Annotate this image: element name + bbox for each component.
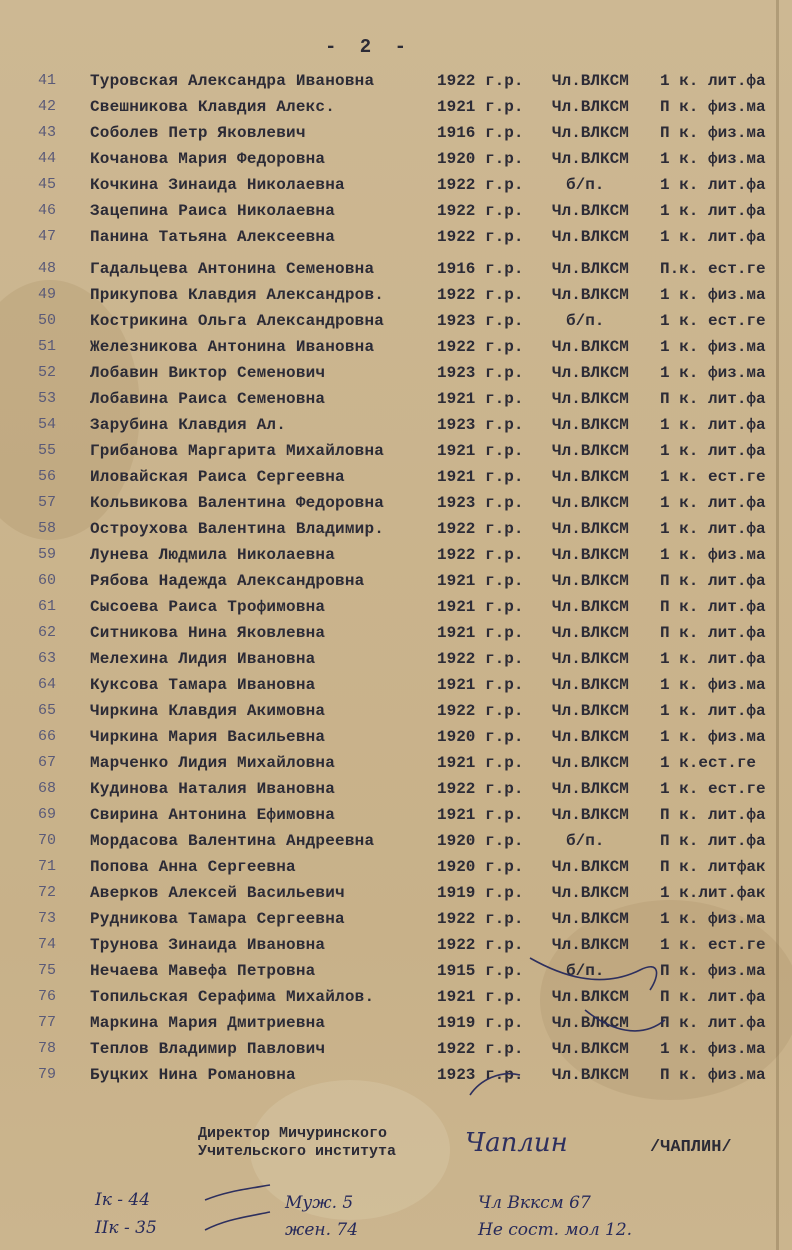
student-name: Чиркина Мария Васильевна <box>90 728 326 746</box>
row-number: 62 <box>38 624 57 641</box>
student-name: Соболев Петр Яковлевич <box>90 124 306 142</box>
student-name: Зацепина Раиса Николаевна <box>90 202 336 220</box>
row-number: 74 <box>38 936 57 953</box>
student-name: Маркина Мария Дмитриевна <box>90 1014 326 1032</box>
course-faculty: 1 к.лит.фак <box>660 884 766 902</box>
page-number: - 2 - <box>325 36 413 58</box>
birth-year: 1915 г.р. <box>437 962 524 980</box>
birth-year: 1922 г.р. <box>437 1040 524 1058</box>
birth-year: 1923 г.р. <box>437 364 524 382</box>
student-name: Нечаева Мавефа Петровна <box>90 962 316 980</box>
party-status: Чл.ВЛКСМ <box>552 858 629 876</box>
row-number: 66 <box>38 728 57 745</box>
row-number: 55 <box>38 442 57 459</box>
row-number: 49 <box>38 286 57 303</box>
student-name: Сысоева Раиса Трофимовна <box>90 598 326 616</box>
note-male: Муж. 5 <box>285 1193 354 1213</box>
birth-year: 1922 г.р. <box>437 176 524 194</box>
row-number: 52 <box>38 364 57 381</box>
row-number: 71 <box>38 858 57 875</box>
party-status: Чл.ВЛКСМ <box>552 598 629 616</box>
party-status: Чл.ВЛКСМ <box>552 728 629 746</box>
party-status: б/п. <box>566 832 605 850</box>
party-status: Чл.ВЛКСМ <box>552 364 629 382</box>
row-number: 73 <box>38 910 57 927</box>
birth-year: 1922 г.р. <box>437 228 524 246</box>
party-status: Чл.ВЛКСМ <box>552 1066 629 1084</box>
birth-year: 1921 г.р. <box>437 572 524 590</box>
row-number: 47 <box>38 228 57 245</box>
party-status: Чл.ВЛКСМ <box>552 260 629 278</box>
course-faculty: 1 к. ест.ге <box>660 312 766 330</box>
birth-year: 1920 г.р. <box>437 858 524 876</box>
row-number: 69 <box>38 806 57 823</box>
row-number: 45 <box>38 176 57 193</box>
signatory-name: /ЧАПЛИН/ <box>650 1138 732 1157</box>
party-status: Чл.ВЛКСМ <box>552 676 629 694</box>
student-name: Гадальцева Антонина Семеновна <box>90 260 375 278</box>
note-course2: IIк - 35 <box>95 1218 157 1238</box>
row-number: 63 <box>38 650 57 667</box>
row-number: 79 <box>38 1066 57 1083</box>
birth-year: 1922 г.р. <box>437 702 524 720</box>
party-status: Чл.ВЛКСМ <box>552 202 629 220</box>
course-faculty: П к. лит.фа <box>660 598 766 616</box>
course-faculty: 1 к. физ.ма <box>660 910 766 928</box>
birth-year: 1922 г.р. <box>437 936 524 954</box>
birth-year: 1921 г.р. <box>437 676 524 694</box>
birth-year: 1921 г.р. <box>437 988 524 1006</box>
birth-year: 1922 г.р. <box>437 650 524 668</box>
course-faculty: 1 к. лит.фа <box>660 650 766 668</box>
course-faculty: П к. лит.фа <box>660 988 766 1006</box>
birth-year: 1916 г.р. <box>437 260 524 278</box>
course-faculty: П к. лит.фа <box>660 572 766 590</box>
birth-year: 1923 г.р. <box>437 312 524 330</box>
course-faculty: 1 к. лит.фа <box>660 520 766 538</box>
course-faculty: П к. физ.ма <box>660 962 766 980</box>
student-name: Аверков Алексей Васильевич <box>90 884 345 902</box>
row-number: 50 <box>38 312 57 329</box>
row-number: 44 <box>38 150 57 167</box>
course-faculty: 1 к. лит.фа <box>660 176 766 194</box>
student-name: Иловайская Раиса Сергеевна <box>90 468 345 486</box>
party-status: Чл.ВЛКСМ <box>552 780 629 798</box>
student-name: Попова Анна Сергеевна <box>90 858 296 876</box>
party-status: Чл.ВЛКСМ <box>552 468 629 486</box>
student-name: Кольвикова Валентина Федоровна <box>90 494 385 512</box>
student-name: Прикупова Клавдия Александров. <box>90 286 385 304</box>
party-status: Чл.ВЛКСМ <box>552 228 629 246</box>
row-number: 57 <box>38 494 57 511</box>
party-status: Чл.ВЛКСМ <box>552 546 629 564</box>
party-status: Чл.ВЛКСМ <box>552 286 629 304</box>
student-name: Кудинова Наталия Ивановна <box>90 780 336 798</box>
birth-year: 1923 г.р. <box>437 1066 524 1084</box>
birth-year: 1919 г.р. <box>437 884 524 902</box>
course-faculty: 1 к. физ.ма <box>660 286 766 304</box>
row-number: 60 <box>38 572 57 589</box>
student-name: Лобавина Раиса Семеновна <box>90 390 326 408</box>
birth-year: 1923 г.р. <box>437 494 524 512</box>
course-faculty: 1 к. лит.фа <box>660 442 766 460</box>
course-faculty: П к. литфак <box>660 858 766 876</box>
party-status: Чл.ВЛКСМ <box>552 150 629 168</box>
student-name: Буцких Нина Романовна <box>90 1066 296 1084</box>
student-name: Рудникова Тамара Сергеевна <box>90 910 345 928</box>
birth-year: 1921 г.р. <box>437 598 524 616</box>
party-status: Чл.ВЛКСМ <box>552 1040 629 1058</box>
course-faculty: 1 к. ест.ге <box>660 936 766 954</box>
row-number: 53 <box>38 390 57 407</box>
party-status: Чл.ВЛКСМ <box>552 884 629 902</box>
student-name: Мордасова Валентина Андреевна <box>90 832 375 850</box>
student-name: Свешникова Клавдия Алекс. <box>90 98 336 116</box>
student-name: Трунова Зинаида Ивановна <box>90 936 326 954</box>
row-number: 51 <box>38 338 57 355</box>
row-number: 54 <box>38 416 57 433</box>
student-name: Туровская Александра Ивановна <box>90 72 375 90</box>
row-number: 72 <box>38 884 57 901</box>
party-status: б/п. <box>566 962 605 980</box>
party-status: Чл.ВЛКСМ <box>552 494 629 512</box>
student-name: Теплов Владимир Павлович <box>90 1040 326 1058</box>
party-status: Чл.ВЛКСМ <box>552 124 629 142</box>
handwritten-signature: Чаплин <box>465 1128 568 1158</box>
birth-year: 1920 г.р. <box>437 832 524 850</box>
student-name: Куксова Тамара Ивановна <box>90 676 316 694</box>
row-number: 75 <box>38 962 57 979</box>
course-faculty: 1 к. лит.фа <box>660 228 766 246</box>
student-name: Грибанова Маргарита Михайловна <box>90 442 385 460</box>
birth-year: 1922 г.р. <box>437 520 524 538</box>
birth-year: 1922 г.р. <box>437 286 524 304</box>
party-status: Чл.ВЛКСМ <box>552 936 629 954</box>
course-faculty: 1 к.ест.ге <box>660 754 757 772</box>
party-status: б/п. <box>566 176 605 194</box>
party-status: Чл.ВЛКСМ <box>552 416 629 434</box>
row-number: 59 <box>38 546 57 563</box>
course-faculty: 1 к. лит.фа <box>660 202 766 220</box>
course-faculty: 1 к. лит.фа <box>660 494 766 512</box>
birth-year: 1921 г.р. <box>437 468 524 486</box>
row-number: 43 <box>38 124 57 141</box>
note-komsomol: Чл Вкксм 67 <box>478 1193 591 1213</box>
row-number: 46 <box>38 202 57 219</box>
course-faculty: 1 к. физ.ма <box>660 546 766 564</box>
course-faculty: 1 к. физ.ма <box>660 338 766 356</box>
student-name: Топильская Серафима Михайлов. <box>90 988 375 1006</box>
party-status: Чл.ВЛКСМ <box>552 338 629 356</box>
student-name: Марченко Лидия Михайловна <box>90 754 336 772</box>
course-faculty: 1 к. физ.ма <box>660 676 766 694</box>
note-course1: Iк - 44 <box>95 1190 151 1210</box>
course-faculty: 1 к. физ.ма <box>660 728 766 746</box>
party-status: Чл.ВЛКСМ <box>552 520 629 538</box>
course-faculty: П.к. ест.ге <box>660 260 766 278</box>
student-name: Свирина Антонина Ефимовна <box>90 806 336 824</box>
course-faculty: П к. лит.фа <box>660 390 766 408</box>
course-faculty: П к. лит.фа <box>660 624 766 642</box>
student-name: Панина Татьяна Алексеевна <box>90 228 336 246</box>
row-number: 70 <box>38 832 57 849</box>
birth-year: 1922 г.р. <box>437 546 524 564</box>
signature-title-line2: Учительского института <box>198 1143 397 1160</box>
birth-year: 1921 г.р. <box>437 98 524 116</box>
course-faculty: П к. физ.ма <box>660 124 766 142</box>
student-name: Кострикина Ольга Александровна <box>90 312 385 330</box>
birth-year: 1923 г.р. <box>437 416 524 434</box>
row-number: 77 <box>38 1014 57 1031</box>
course-faculty: 1 к. физ.ма <box>660 1040 766 1058</box>
birth-year: 1922 г.р. <box>437 780 524 798</box>
birth-year: 1922 г.р. <box>437 202 524 220</box>
birth-year: 1920 г.р. <box>437 728 524 746</box>
party-status: Чл.ВЛКСМ <box>552 98 629 116</box>
birth-year: 1921 г.р. <box>437 806 524 824</box>
course-faculty: П к. лит.фа <box>660 1014 766 1032</box>
course-faculty: П к. лит.фа <box>660 806 766 824</box>
student-name: Лобавин Виктор Семенович <box>90 364 326 382</box>
party-status: б/п. <box>566 312 605 330</box>
birth-year: 1921 г.р. <box>437 624 524 642</box>
course-faculty: 1 к. физ.ма <box>660 364 766 382</box>
course-faculty: 1 к. лит.фа <box>660 72 766 90</box>
student-name: Рябова Надежда Александровна <box>90 572 365 590</box>
row-number: 42 <box>38 98 57 115</box>
course-faculty: 1 к. физ.ма <box>660 150 766 168</box>
party-status: Чл.ВЛКСМ <box>552 390 629 408</box>
party-status: Чл.ВЛКСМ <box>552 442 629 460</box>
birth-year: 1921 г.р. <box>437 754 524 772</box>
birth-year: 1921 г.р. <box>437 390 524 408</box>
student-name: Остроухова Валентина Владимир. <box>90 520 385 538</box>
student-name: Кочкина Зинаида Николаевна <box>90 176 345 194</box>
row-number: 76 <box>38 988 57 1005</box>
student-name: Чиркина Клавдия Акимовна <box>90 702 326 720</box>
row-number: 48 <box>38 260 57 277</box>
note-non-member: Не сост. мол 12. <box>478 1220 633 1240</box>
row-number: 41 <box>38 72 57 89</box>
birth-year: 1920 г.р. <box>437 150 524 168</box>
row-number: 64 <box>38 676 57 693</box>
course-faculty: 1 к. ест.ге <box>660 468 766 486</box>
student-name: Кочанова Мария Федоровна <box>90 150 326 168</box>
student-name: Мелехина Лидия Ивановна <box>90 650 316 668</box>
course-faculty: 1 к. ест.ге <box>660 780 766 798</box>
row-number: 68 <box>38 780 57 797</box>
course-faculty: П к. физ.ма <box>660 98 766 116</box>
party-status: Чл.ВЛКСМ <box>552 754 629 772</box>
student-name: Лунева Людмила Николаевна <box>90 546 336 564</box>
signature-title-line1: Директор Мичуринского <box>198 1125 388 1142</box>
party-status: Чл.ВЛКСМ <box>552 650 629 668</box>
row-number: 78 <box>38 1040 57 1057</box>
course-faculty: 1 к. лит.фа <box>660 702 766 720</box>
party-status: Чл.ВЛКСМ <box>552 988 629 1006</box>
course-faculty: П к. лит.фа <box>660 832 766 850</box>
birth-year: 1921 г.р. <box>437 442 524 460</box>
student-name: Зарубина Клавдия Ал. <box>90 416 287 434</box>
course-faculty: 1 к. лит.фа <box>660 416 766 434</box>
party-status: Чл.ВЛКСМ <box>552 806 629 824</box>
birth-year: 1919 г.р. <box>437 1014 524 1032</box>
student-name: Ситникова Нина Яковлевна <box>90 624 326 642</box>
student-name: Железникова Антонина Ивановна <box>90 338 375 356</box>
row-number: 58 <box>38 520 57 537</box>
party-status: Чл.ВЛКСМ <box>552 1014 629 1032</box>
row-number: 65 <box>38 702 57 719</box>
party-status: Чл.ВЛКСМ <box>552 624 629 642</box>
party-status: Чл.ВЛКСМ <box>552 572 629 590</box>
birth-year: 1922 г.р. <box>437 910 524 928</box>
party-status: Чл.ВЛКСМ <box>552 72 629 90</box>
party-status: Чл.ВЛКСМ <box>552 702 629 720</box>
row-number: 56 <box>38 468 57 485</box>
birth-year: 1922 г.р. <box>437 338 524 356</box>
birth-year: 1922 г.р. <box>437 72 524 90</box>
party-status: Чл.ВЛКСМ <box>552 910 629 928</box>
birth-year: 1916 г.р. <box>437 124 524 142</box>
course-faculty: П к. физ.ма <box>660 1066 766 1084</box>
row-number: 61 <box>38 598 57 615</box>
row-number: 67 <box>38 754 57 771</box>
note-female: жен. 74 <box>285 1220 359 1240</box>
